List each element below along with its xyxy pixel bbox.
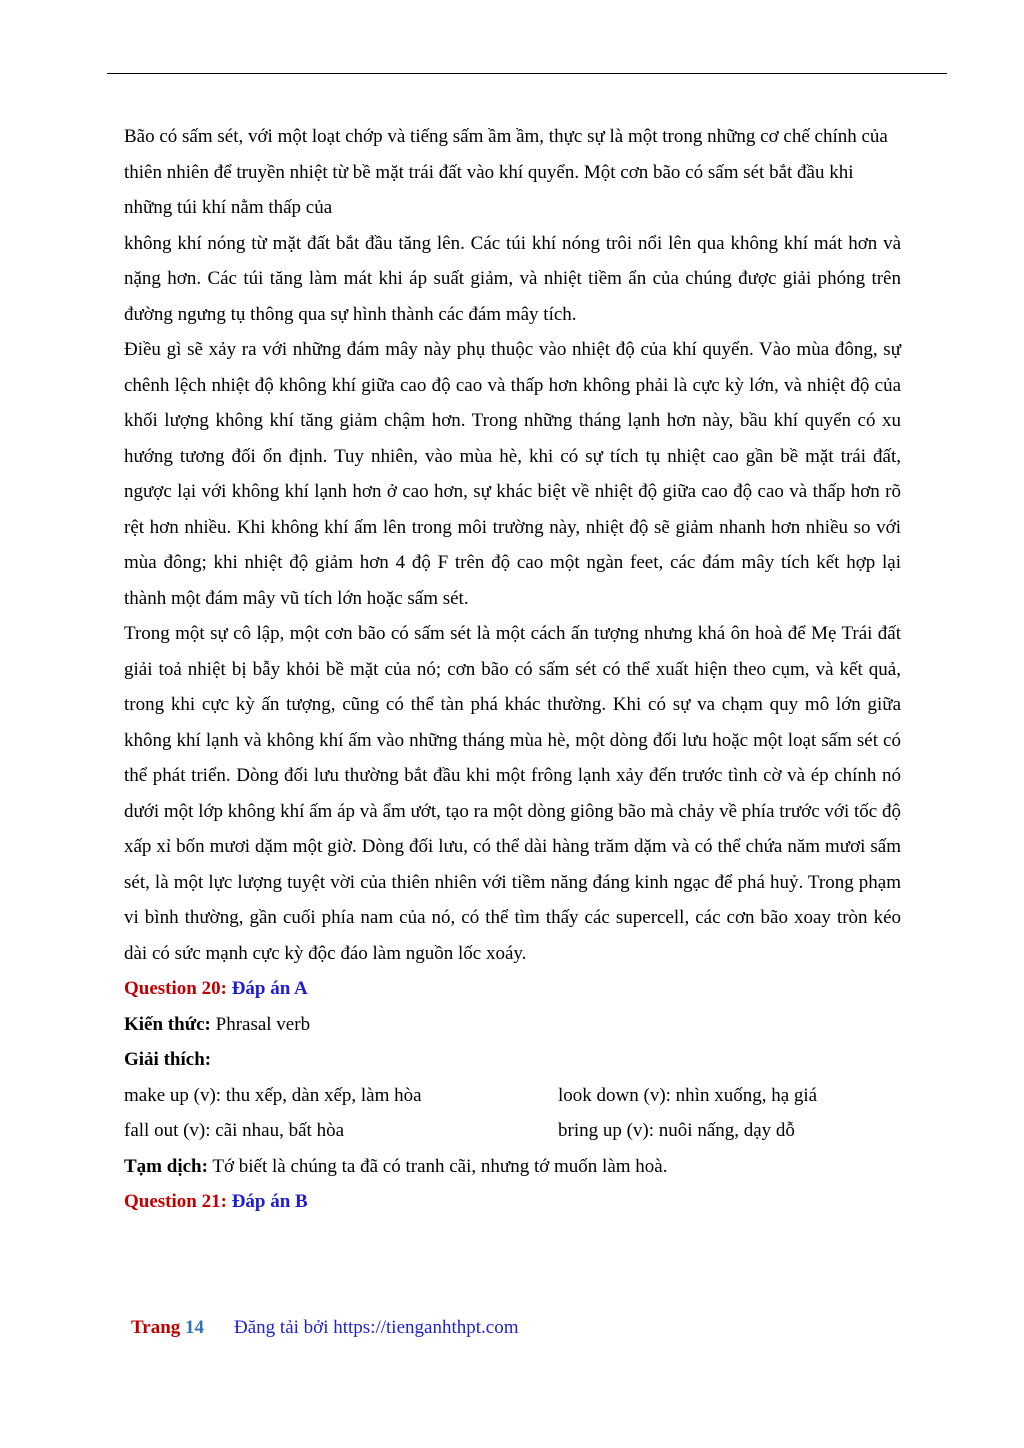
question-21-heading <box>124 1184 901 1220</box>
page-number: 14 <box>185 1317 205 1338</box>
vocab-item: make up (v): thu xếp, dàn xếp, làm hòa <box>124 1084 422 1106</box>
vocab-row-2 <box>124 1113 901 1149</box>
translation-value: Tớ biết là chúng ta đã có tranh cãi, nhưng tớ muốn làm hoà. <box>207 1155 668 1177</box>
page-footer <box>131 1314 518 1342</box>
translation-label: Tạm dịch: <box>124 1155 208 1177</box>
translation-line <box>124 1149 901 1185</box>
uploaded-by-text: Đăng tải bởi https://tienganhthpt.com <box>234 1317 519 1338</box>
question-20-label: Question 20: <box>124 978 232 999</box>
paragraph-3: Điều gì sẽ xảy ra với những đám mây này phụ thuộc vào nhiệt độ của khí quyển. Vào mùa đông, sự chênh lệch nhiệt độ không khí giữa cao độ cao và thấp hơn không phải là cực kỳ lớn, và nhiệt độ của khối lượng không khí tăng giảm chậm hơn. Trong những tháng lạnh hơn này, bầu khí quyển có xu hướng tương đối ổn định. Tuy nhiên, vào mùa hè, khi có sự tích tụ nhiệt cao gần bề mặt trái đất, ngược lại với không khí lạnh hơn ở cao hơn, sự khác biệt về nhiệt độ giữa cao độ cao và thấp hơn rõ rệt hơn nhiều. Khi không khí ấm lên trong môi trường này, nhiệt độ sẽ giảm nhanh hơn nhiều so với mùa đông; khi nhiệt độ giảm hơn 4 độ F trên độ cao một ngàn feet, các đám mây tích kết hợp lại thành một đám mây vũ tích lớn hoặc sấm sét. <box>124 339 901 609</box>
paragraph-2: không khí nóng từ mặt đất bắt đầu tăng lên. Các túi khí nóng trôi nổi lên qua không khí mát hơn và nặng hơn. Các túi tăng làm mát khi áp suất giảm, và nhiệt tiềm ẩn của chúng được giải phóng trên đường ngưng tụ thông qua sự hình thành các đám mây tích. <box>124 232 901 325</box>
vocab-row-1 <box>124 1078 901 1114</box>
header-rule <box>107 73 947 74</box>
question-20-heading <box>124 971 901 1007</box>
page-body <box>124 119 901 1220</box>
paragraph-4: Trong một sự cô lập, một cơn bão có sấm sét là một cách ấn tượng nhưng khá ôn hoà để Mẹ Trái đất giải toả nhiệt bị bẫy khỏi bề mặt của nó; cơn bão có sấm sét có thể xuất hiện theo cụm, và kết quả, trong khi cực kỳ ấn tượng, cũng có thể tàn phá khác thường. Khi có sự va chạm quy mô lớn giữa không khí lạnh và không khí ấm vào những tháng mùa hè, một dòng đối lưu hoặc một loạt sấm sét có thể phát triển. Dòng đối lưu thường bắt đầu khi một frông lạnh xảy đến trước tình cờ và ép chính nó dưới một lớp không khí ấm áp và ẩm ướt, tạo ra một dòng giông bão mà chảy về phía trước với tốc độ xấp xỉ bốn mươi dặm một giờ. Dòng đối lưu, có thể dài hàng trăm dặm và có thể chứa năm mươi sấm sét, là một lực lượng tuyệt vời của thiên nhiên với tiềm năng đáng kinh ngạc để phá huỷ. Trong phạm vi bình thường, gần cuối phía nam của nó, có thể tìm thấy các supercell, các cơn bão xoay tròn kéo dài có sức mạnh cực kỳ độc đáo làm nguồn lốc xoáy. <box>124 623 901 964</box>
question-21-answer: Đáp án B <box>231 1191 308 1212</box>
explain-label: Giải thích: <box>124 1049 212 1070</box>
paragraph-1: Bão có sấm sét, với một loạt chớp và tiếng sấm ầm ầm, thực sự là một trong những cơ chế chính của thiên nhiên để truyền nhiệt từ bề mặt trái đất vào khí quyển. Một cơn bão có sấm sét bắt đầu khi những túi khí nằm thấp của <box>124 126 888 218</box>
question-20-answer: Đáp án A <box>231 978 308 999</box>
knowledge-line <box>124 1007 901 1043</box>
question-21-label: Question 21: <box>124 1191 232 1212</box>
vocab-item: fall out (v): cãi nhau, bất hòa <box>124 1120 345 1141</box>
knowledge-label: Kiến thức: <box>124 1013 211 1035</box>
vocab-item: bring up (v): nuôi nấng, dạy dỗ <box>558 1120 795 1141</box>
vocab-item: look down (v): nhìn xuống, hạ giá <box>558 1084 818 1106</box>
knowledge-value: Phrasal verb <box>210 1013 311 1035</box>
page-label: Trang <box>131 1317 186 1338</box>
